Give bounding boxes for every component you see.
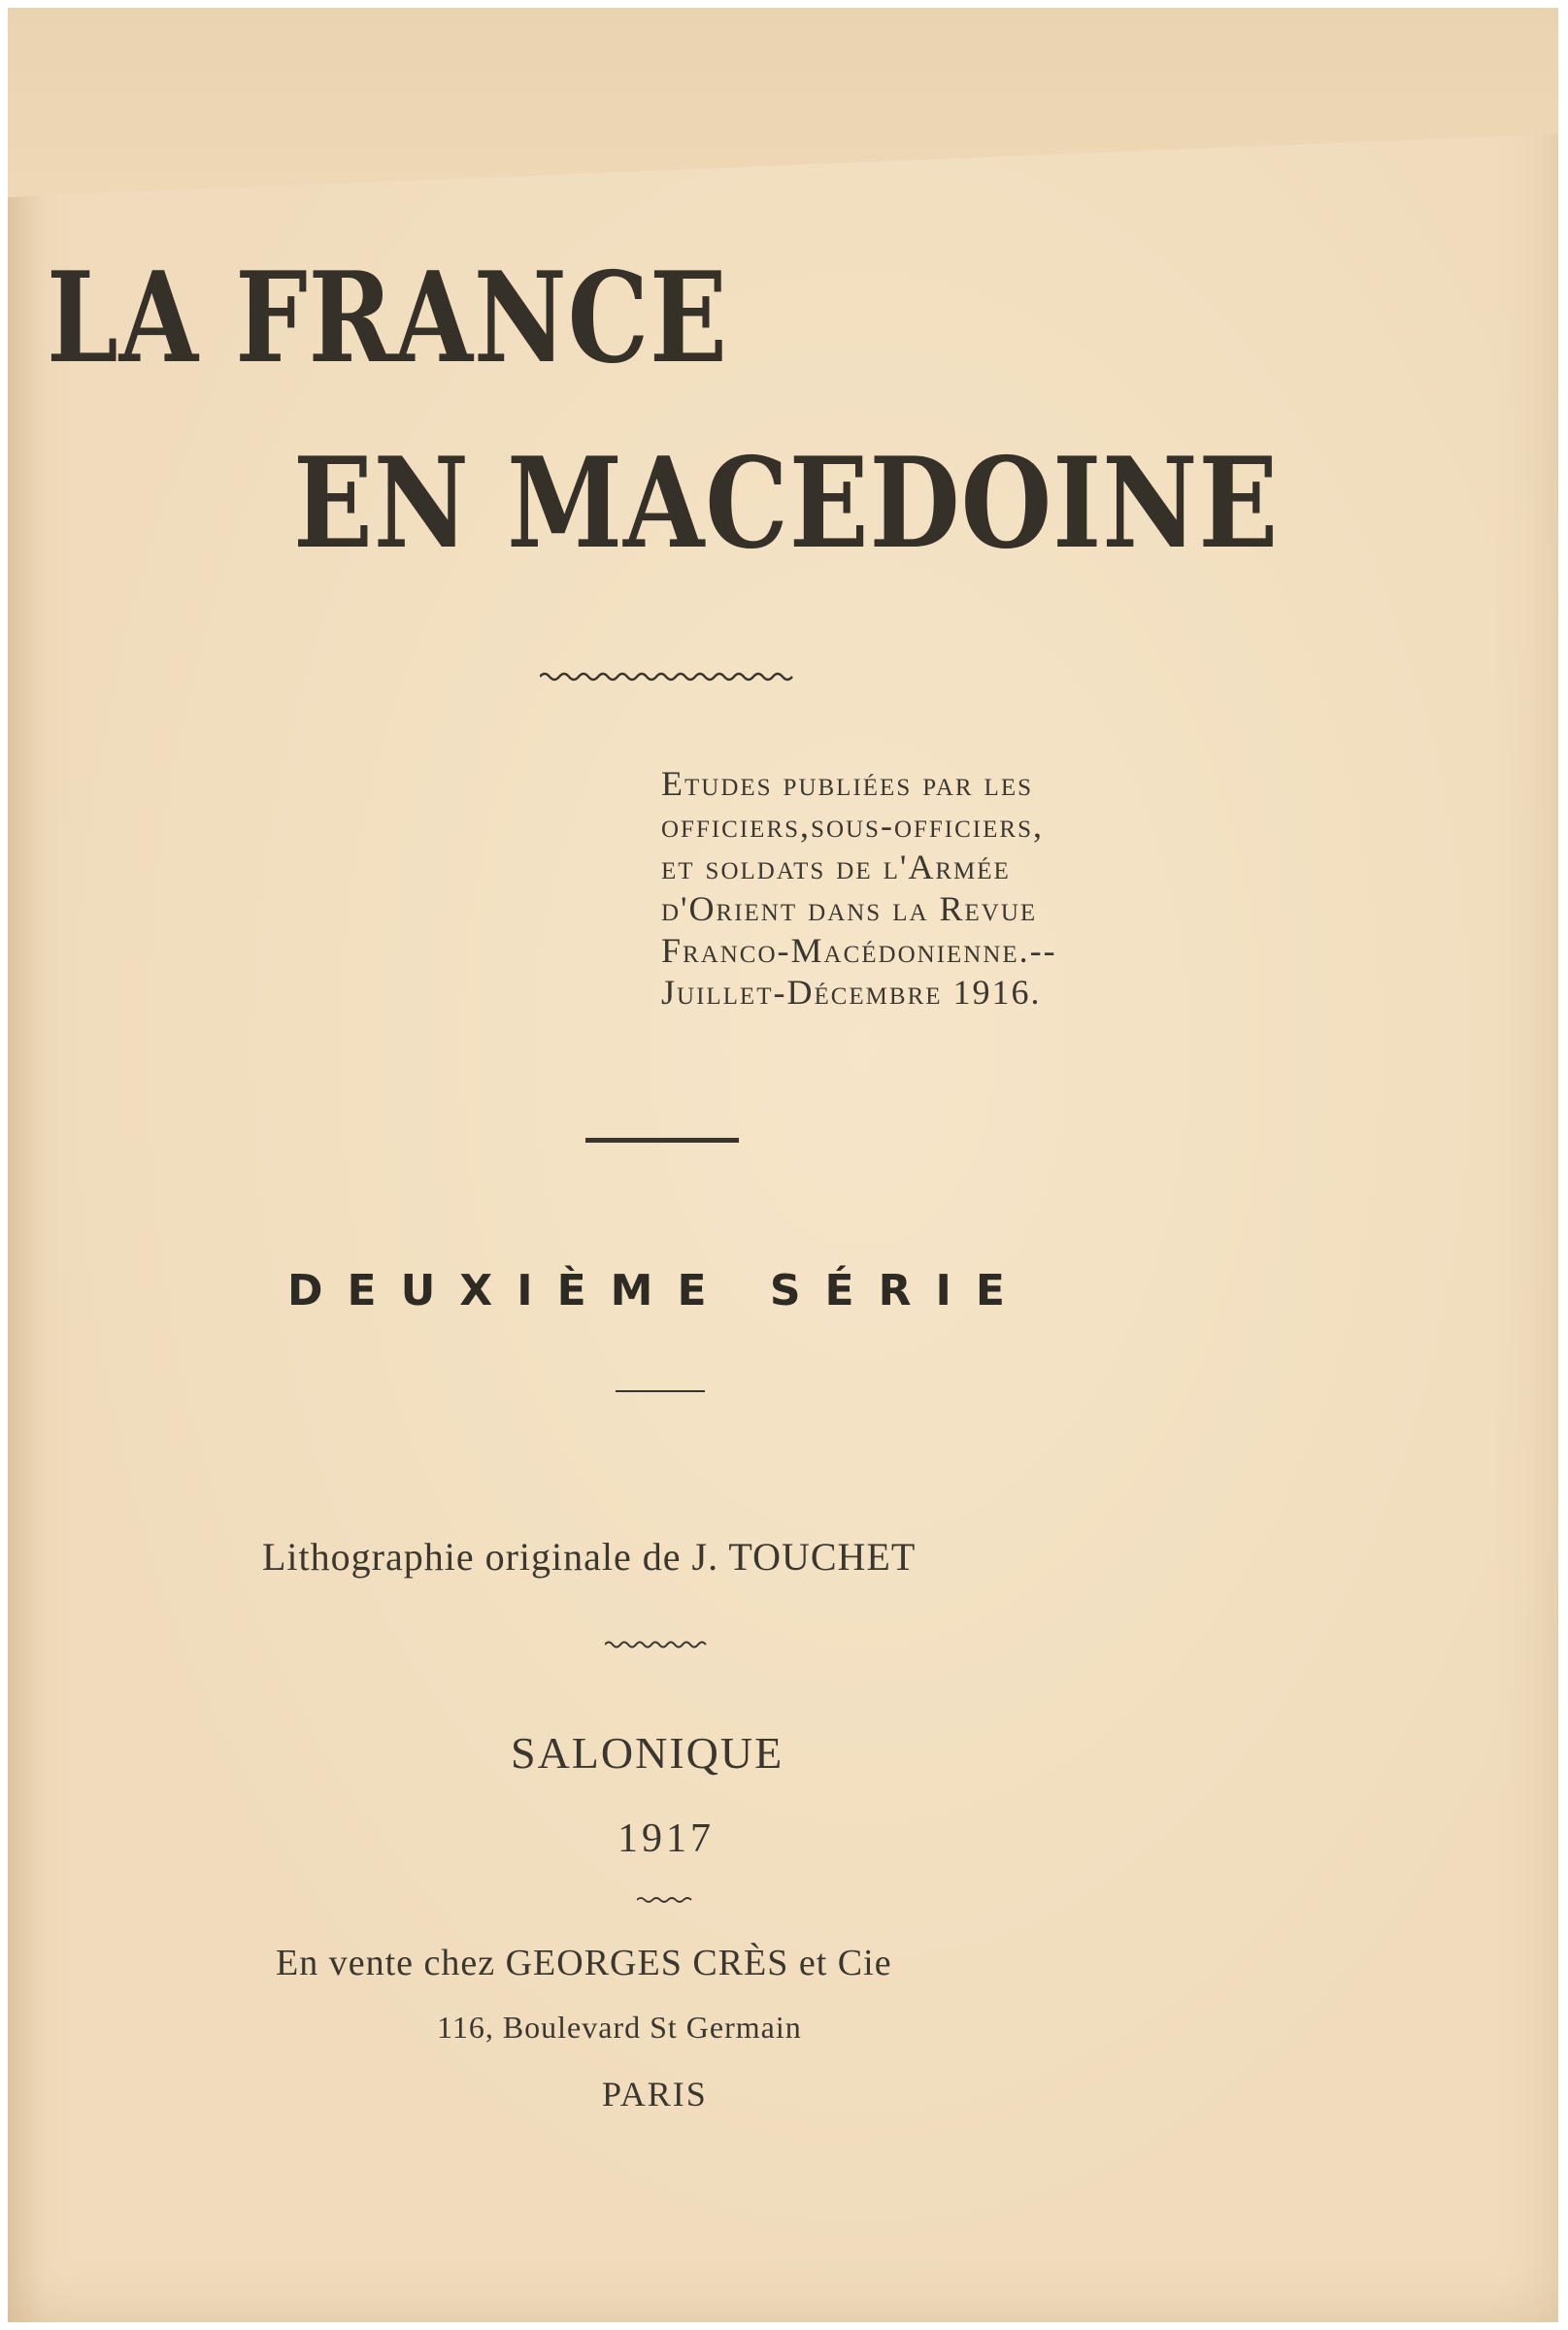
- imprint-year: 1917: [617, 1816, 715, 1861]
- title-page: [8, 8, 1558, 2322]
- title-line-1: LA FRANCE: [47, 246, 728, 391]
- title-line-2: EN MACEDOINE: [293, 431, 1280, 577]
- subtitle-line: d'Orient dans la Revue: [661, 889, 1038, 928]
- subtitle-line: et soldats de l'Armée: [661, 848, 1011, 886]
- wavy-ornament-1: [540, 670, 797, 683]
- imprint-city: SALONIQUE: [511, 1728, 784, 1778]
- wavy-ornament-3: [637, 1895, 695, 1905]
- publisher-city: PARIS: [602, 2075, 708, 2114]
- thick-rule: [585, 1138, 739, 1143]
- publisher-address: 116, Boulevard St Germain: [437, 2010, 802, 2045]
- subtitle-line: Juillet-Décembre 1916.: [661, 973, 1042, 1012]
- wavy-ornament-2: [605, 1639, 712, 1650]
- subtitle-line: officiers,sous-officiers,: [661, 806, 1044, 845]
- series-heading: DEUXIÈME SÉRIE: [287, 1266, 1029, 1315]
- subtitle-line: Etudes publiées par les: [661, 764, 1034, 803]
- subtitle-block: [661, 763, 1244, 1014]
- thin-rule: [616, 1390, 705, 1392]
- subtitle-line: Franco-Macédonienne.--: [661, 931, 1057, 970]
- folded-flyleaf: [8, 8, 1558, 199]
- publisher-line: En vente chez GEORGES CRÈS et Cie: [276, 1943, 892, 1983]
- lithography-credit: Lithographie originale de J. TOUCHET: [262, 1535, 917, 1579]
